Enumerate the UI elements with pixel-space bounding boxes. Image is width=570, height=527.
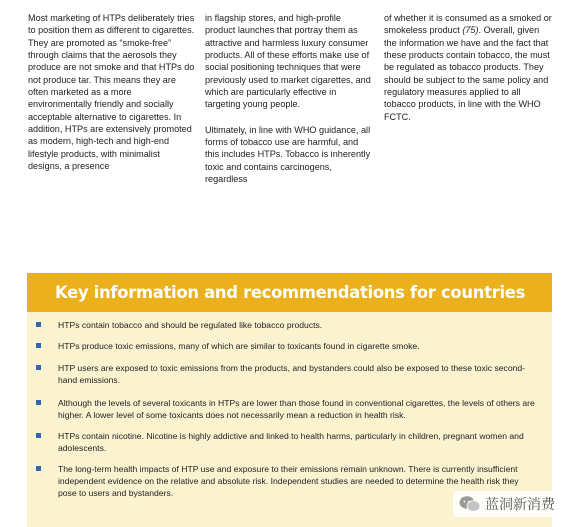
recommendation-text: Although the levels of several toxicants in HTPs are lower than those found in conventional cigarettes, the levels of others are higher. A lower level of some toxicants does not necessarily mean a reduction in health risk.: [58, 398, 535, 420]
text-column-2: [205, 12, 373, 198]
col2-paragraph-2: Ultimately, in line with WHO guidance, all forms of tobacco use are harmful, and this includes HTPs. Tobacco is inherently toxic and contains carcinogens, regardless: [205, 124, 371, 185]
col1-paragraph-1: Most marketing of HTPs deliberately tries to position them as different to cigarettes. They are promoted as “smoke-free” through claims that the aerosols they produce are not smoke and that HTPs do not produce tar. This means they are often marketed as a more environmentally friendly and socially acceptable alternative to cigarettes. In addition, HTPs are extensively promoted as modern, high-tech and high-end lifestyle products, with minimalist designs, a presence: [28, 13, 195, 172]
recommendation-text: HTPs contain nicotine. Nicotine is highly addictive and linked to health harms, particularly in children, pregnant women and adolescents.: [58, 431, 524, 453]
square-bullet-icon: [36, 433, 41, 438]
recommendation-text: HTPs contain tobacco and should be regulated like tobacco products.: [58, 320, 323, 330]
square-bullet-icon: [36, 365, 41, 370]
recommendation-text: The long-term health impacts of HTP use and exposure to their emissions remain unknown. There is currently insufficient independent evidence on the relative and absolute risk. Independent studies are needed to determine the health risk they pose to users and bystanders.: [58, 464, 519, 498]
watermark: [453, 491, 561, 517]
recommendations-title: Key information and recommendations for countries: [55, 283, 526, 302]
square-bullet-icon: [36, 466, 41, 471]
recommendations-banner: [27, 273, 552, 312]
col3-text-start: of whether it is consumed as a smoked or smokeless product: [384, 13, 552, 36]
recommendation-text: HTPs produce toxic emissions, many of which are similar to toxicants found in cigarette smoke.: [58, 341, 420, 351]
text-column-3: [384, 12, 554, 136]
square-bullet-icon: [36, 343, 41, 348]
col2-paragraph-1: in flagship stores, and high-profile product launches that portray them as attractive and harmless luxury consumer products. All of these efforts make use of social positioning techniques that were previously used to market cigarettes, and which are particularly effective in targeting young people.: [205, 13, 371, 110]
recommendation-text: HTP users are exposed to toxic emissions from the products, and bystanders could also be exposed to these toxic second-hand emissions.: [58, 363, 526, 385]
col3-paragraph-1: [384, 12, 554, 123]
watermark-text: 蓝洞新消费: [485, 497, 555, 513]
col3-text-end: . Overall, given the information we have and the fact that these products contain tobacco, the must be regulated as tobacco products. They should be subject to the same policy and regulatory measures applied to all tobacco products, in line with the WHO FCTC.: [384, 25, 550, 122]
citation-reference: (75): [462, 25, 479, 36]
text-column-1: [28, 12, 196, 185]
square-bullet-icon: [36, 400, 41, 405]
chat-bubbles-icon: [459, 495, 481, 513]
square-bullet-icon: [36, 322, 41, 327]
recommendations-box: [27, 273, 552, 527]
